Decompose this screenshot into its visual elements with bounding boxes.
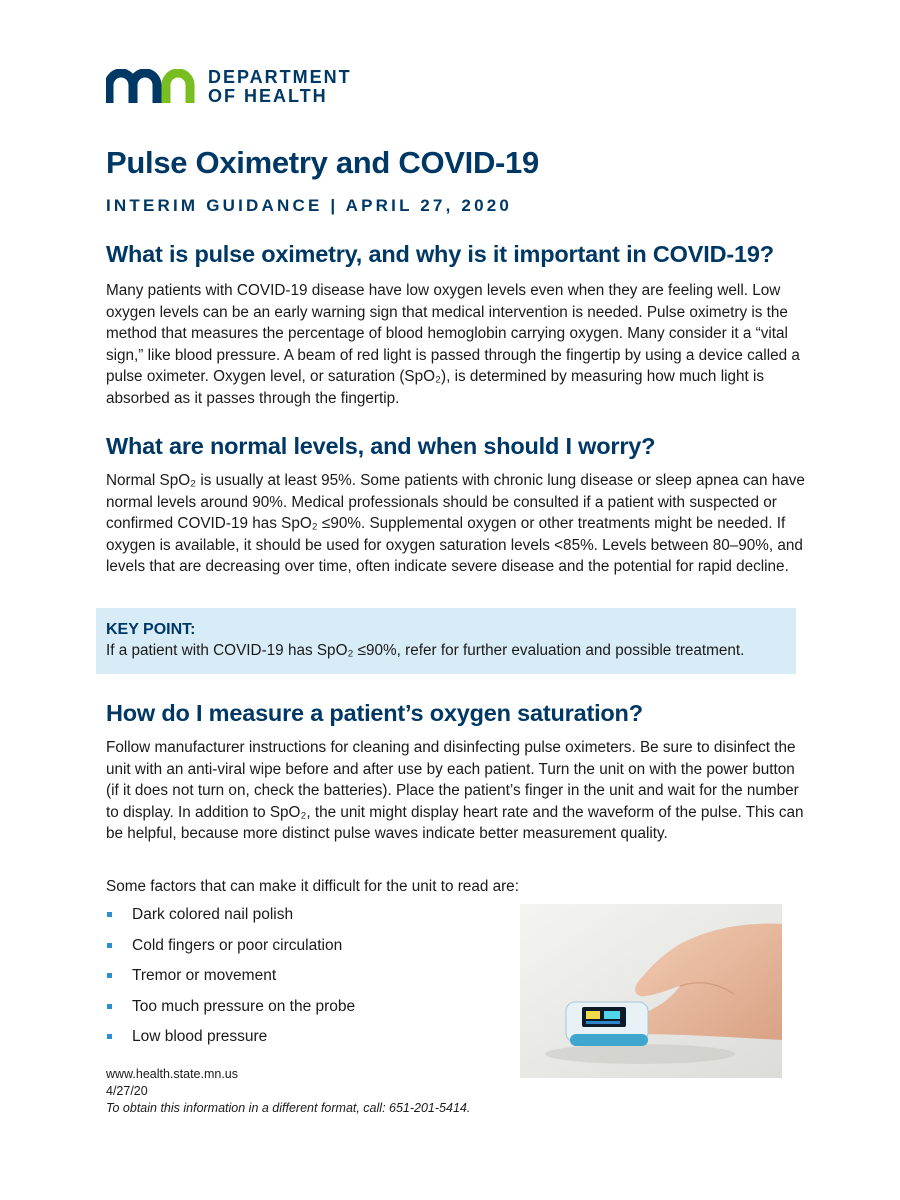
bullet-square-icon xyxy=(107,1004,112,1009)
section-heading-measure: How do I measure a patient’s oxygen saturation? xyxy=(106,700,643,726)
key-point-callout xyxy=(96,608,796,674)
section-heading-what-is: What is pulse oximetry, and why is it important in COVID-19? xyxy=(106,241,774,267)
mn-logo-mark xyxy=(106,69,196,105)
list-item-text: Cold fingers or poor circulation xyxy=(132,936,343,954)
list-item-text: Tremor or movement xyxy=(132,967,277,984)
logo-line-2: OF HEALTH xyxy=(208,86,328,106)
footer-date: 4/27/20 xyxy=(106,1084,148,1098)
logo-text xyxy=(208,68,352,106)
list-item xyxy=(106,1026,355,1057)
list-item-text: Low blood pressure xyxy=(132,1028,268,1045)
section-body-normal-levels: Normal SpO₂ is usually at least 95%. Some patients with chronic lung disease or sleep apnea can have normal levels around 90%. Medical professionals should be consulted if a patient with suspected or confirmed COVID-19 has SpO₂ ≤90%. Supplemental oxygen or other treatments might be needed. If oxygen is available, it should be used for oxygen saturation levels <85%. Levels between 80–90%, and levels that are decreasing over time, often indicate severe disease and the potential for rapid decline. xyxy=(106,472,805,575)
factors-list xyxy=(106,904,355,1057)
bullet-square-icon xyxy=(107,943,112,948)
list-item-text: Dark colored nail polish xyxy=(132,906,294,923)
list-item xyxy=(106,996,355,1027)
footer-url[interactable]: www.health.state.mn.us xyxy=(106,1067,239,1081)
footer xyxy=(106,1066,470,1117)
list-item xyxy=(106,935,355,966)
section-body-measure: Follow manufacturer instructions for cleaning and disinfecting pulse oximeters. Be sure to disinfect the unit with an anti-viral wipe before and after use by each patient. Turn the unit on with the power button (if it does not turn on, check the batteries). Place the patient’s finger in the unit and wait for the number to display. In addition to SpO₂, the unit might display heart rate and the waveform of the pulse. This can be helpful, because more distinct pulse waves indicate better measurement quality. xyxy=(106,739,804,842)
bullet-square-icon xyxy=(107,973,112,978)
footer-note: To obtain this information in a different format, call: 651-201-5414. xyxy=(106,1101,471,1115)
section-heading-normal-levels: What are normal levels, and when should I worry? xyxy=(106,433,656,459)
mdh-logo xyxy=(106,68,352,106)
list-item xyxy=(106,904,355,935)
page-title: Pulse Oximetry and COVID-19 xyxy=(106,145,539,180)
page-subtitle: INTERIM GUIDANCE | APRIL 27, 2020 xyxy=(106,196,513,215)
factors-intro: Some factors that can make it difficult for the unit to read are: xyxy=(106,878,519,895)
bullet-square-icon xyxy=(107,912,112,917)
key-point-title: KEY POINT: xyxy=(106,621,196,638)
key-point-text: If a patient with COVID-19 has SpO₂ ≤90%, refer for further evaluation and possible treatment. xyxy=(106,642,745,659)
oximeter-device xyxy=(566,1002,648,1046)
logo-line-1: DEPARTMENT xyxy=(208,67,352,87)
list-item-text: Too much pressure on the probe xyxy=(132,997,356,1015)
list-item xyxy=(106,965,355,996)
pulse-oximeter-photo xyxy=(520,904,782,1078)
bullet-square-icon xyxy=(107,1034,112,1039)
section-body-what-is: Many patients with COVID-19 disease have low oxygen levels even when they are feeling well. Low oxygen levels can be an early warning sign that medical intervention is needed. Pulse oximetry is the method that measures the percentage of blood hemoglobin carrying oxygen. Many consider it a “vital sign,” like blood pressure. A beam of red light is passed through the fingertip by using a device called a pulse oximeter. Oxygen level, or saturation (SpO₂), is determined by measuring how much light is absorbed as it passes through the fingertip. xyxy=(106,282,800,407)
